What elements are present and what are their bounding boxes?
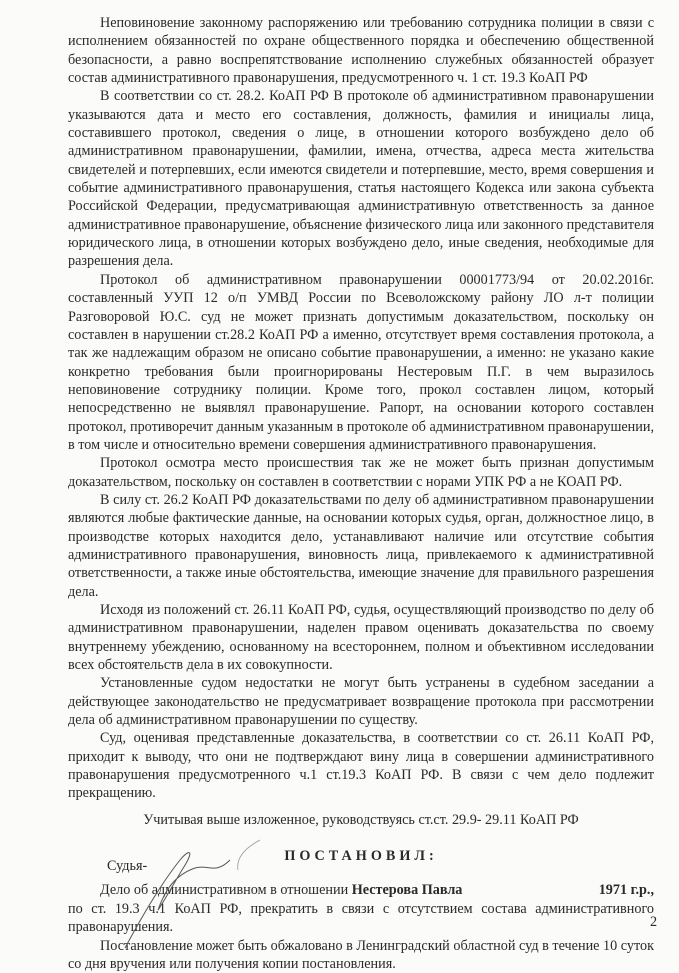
paragraph-article-28-2: В соответствии со ст. 28.2. КоАП РФ В протоколе об административном правонарушении указываются дата и место его составления, должность, фамилия и инициалы лица, составившего протокол, сведения о лице, в отношении которого возбуждено дело об административном правонарушении, фамилии, имена, отчества, адреса места жительства свидетелей и потерпевших, если имеются свидетели и потерпевшие, место, время совершения и событие административного правонарушения, статья настоящего Кодекса или закона субъекта Российской Федерации, предусматривающая административную ответственность за данное административное правонарушение, объяснение физического лица или законного представителя юридического лица, в отношении которых возбуждено дело, иные сведения, необходимые для разрешения дела. — [68, 87, 654, 270]
judge-label: Судья- — [107, 858, 147, 875]
judge-signature — [120, 830, 280, 950]
paragraph-disobedience: Неповиновение законному распоряжению или требованию сотрудника полиции в связи с исполнением обязанностей по охране общественного порядка и обеспечению общественной безопасности, а равно воспрепятствование исполнению служебных обязанностей образует состав административного правонарушения, предусмотренного ч. 1 ст. 19.3 КоАП РФ — [68, 14, 654, 87]
paragraph-court-conclusion: Суд, оценивая представленные доказательства, в соответствии со ст. 26.11 КоАП РФ, приходит к выводу, что они не подтверждают вину лица в совершении административного правонарушения предусмотренного ч.1 ст.19.3 КоАП РФ. В связи с чем дело подлежит прекращению. — [68, 729, 654, 802]
paragraph-protocol: Протокол об административном правонарушении 00001773/94 от 20.02.2016г. составленный УУП 12 о/п УМВД России по Всеволожскому району ЛО л-т полиции Разговоровой Ю.С. суд не может признать допустимым доказательством, поскольку он составлен в нарушении ст.28.2 КоАП РФ а именно, отсутствует время составления протокола, а так же надлежащим образом не описано событие правонарушении, а именно: не указано какие конкретно требования были проигнорированы Нестеровым П.Г. в чем выразилось неповиновение сотруднику полиции. Кроме того, прокол составлен лицом, который непосредственно не выявлял правонарушение. Рапорт, на основании которого составлен протокол, противоречит данным указанным в протоколе об административном правонарушении, в том числе и относительно времени совершения административного правонарушения. — [68, 271, 654, 454]
paragraph-article-26-2: В силу ст. 26.2 КоАП РФ доказательствами по делу об административном правонарушении являются любые фактические данные, на основании которых судья, орган, должностное лицо, в производстве которых находится дело, устанавливают наличие или отсутствие события административного правонарушения, виновность лица, привлекаемого к административной ответственности, а также иные обстоятельства, имеющие значение для правильного разрешения дела. — [68, 491, 654, 601]
decree-prefix: Дело об административном в отношении — [100, 882, 352, 898]
page-number: 2 — [650, 914, 657, 931]
decree-text: по ст. 19.3 ч.1 КоАП РФ, прекратить в связи с отсутствием состава административного правонарушения. — [68, 901, 654, 935]
paragraph-article-26-11: Исходя из положений ст. 26.11 КоАП РФ, судья, осуществляющий производство по делу об административном правонарушении, наделен правом оценивать доказательства по своему внутреннему убеждению, основанному на всестороннем, полном и объективном исследовании всех обстоятельств дела в их совокупности. — [68, 601, 654, 674]
ruling-title: ПОСТАНОВИЛ: — [68, 847, 654, 865]
appeal-paragraph: Постановление может быть обжаловано в Ленинградский областной суд в течение 10 суток со дня вручения или получения копии постановления. — [68, 937, 654, 973]
paragraph-deficiencies: Установленные судом недостатки не могут быть устранены в судебном заседании а действующее законодательство не предусматривает возвращение протокола при рассмотрении дела об административном правонарушении по существу. — [68, 674, 654, 729]
defendant-name: Нестерова Павла — [352, 882, 463, 898]
defendant-birth-year: 1971 г.р., — [567, 881, 654, 899]
paragraph-inspection: Протокол осмотра место происшествия так же не может быть признан допустимым доказательством, поскольку он составлен в соответствии с норами УПК РФ а не КОАП РФ. — [68, 454, 654, 491]
guided-by-line: Учитывая выше изложенное, руководствуясь ст.ст. 29.9- 29.11 КоАП РФ — [68, 811, 654, 829]
